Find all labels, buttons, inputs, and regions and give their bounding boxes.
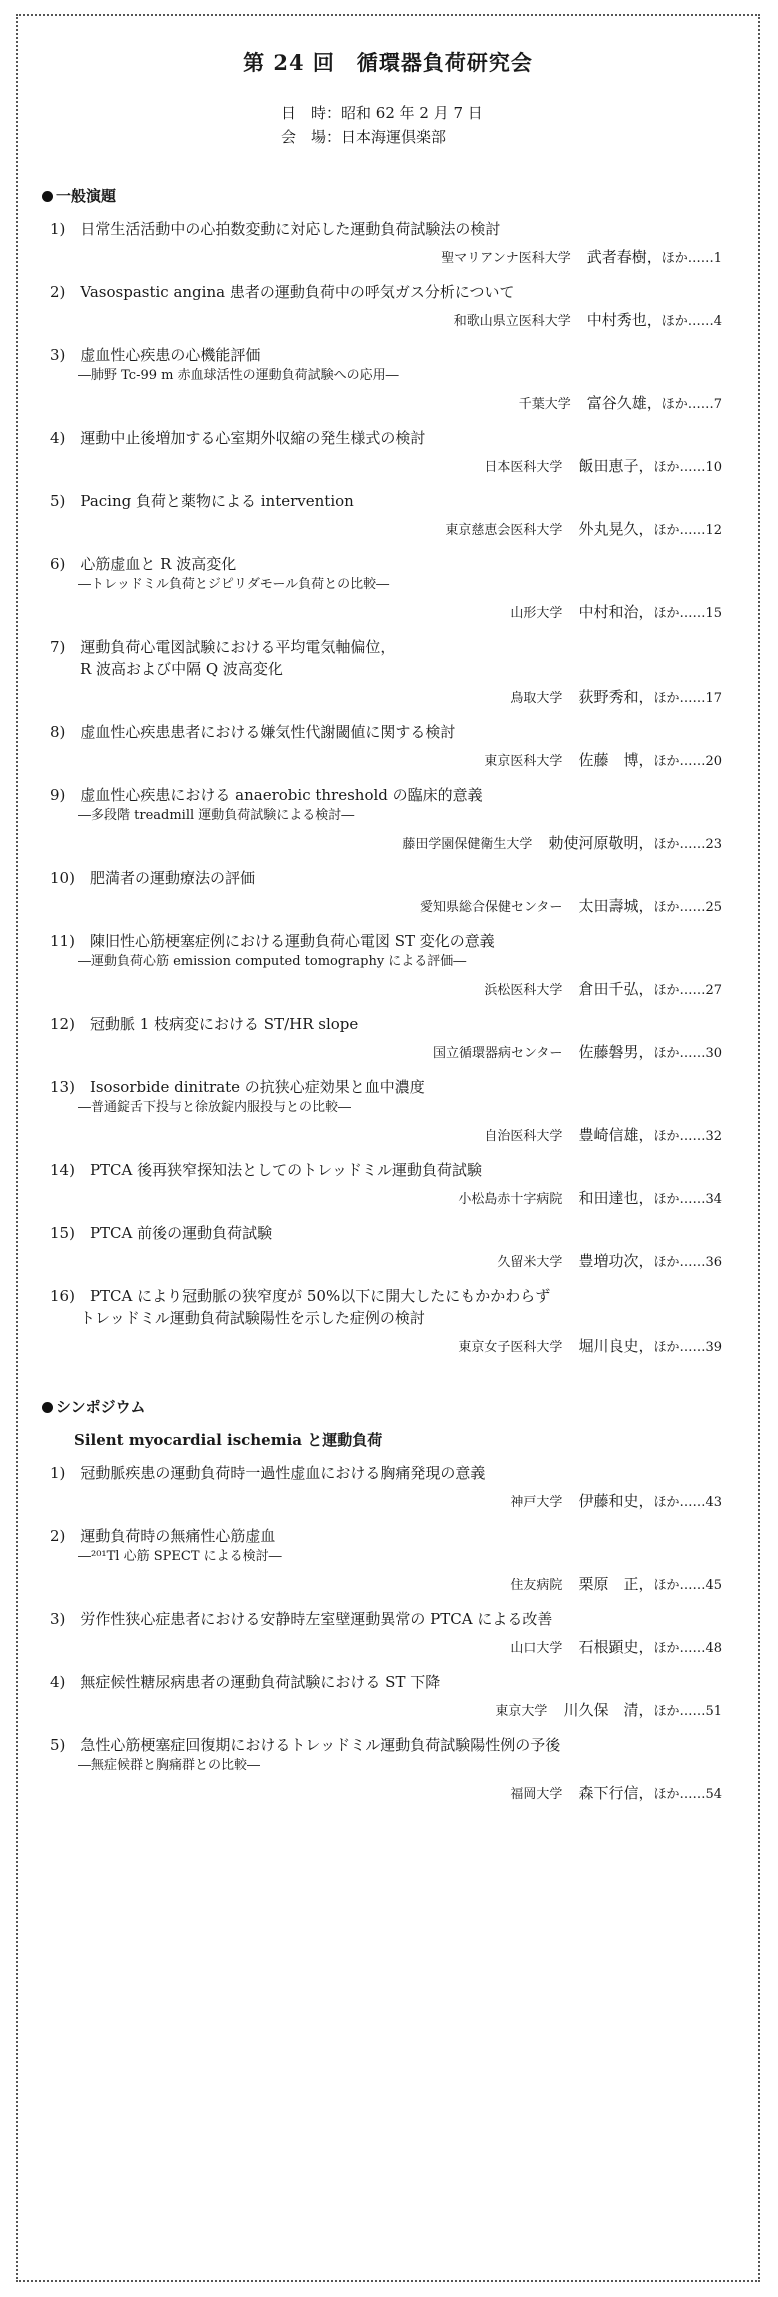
affiliation-line [50,393,722,415]
page-number: ほか……25 [653,900,722,915]
presentation-item [50,1159,722,1210]
presentation-subtitle: ―肺野 Tc-99 m 赤血球活性の運動負荷試験への応用― [78,368,399,383]
presentation-item [50,784,722,855]
affiliation-line [50,687,722,709]
author: 荻野秀和， [578,688,654,706]
presentation-subtitle: ―多段階 treadmill 運動負荷試験による検討― [78,808,355,823]
affiliation-line [50,1491,722,1513]
presentation-title: 11) 陳旧性心筋梗塞症例における運動負荷心電図 ST 変化の意義 [50,932,495,950]
institution: 東京医科大学 [484,754,563,769]
affiliation-line [50,1700,722,1722]
presentation-item [50,867,722,918]
institution: 東京女子医科大学 [458,1340,563,1355]
page-number: ほか……30 [653,1046,722,1061]
author: 川久保 清， [563,1701,654,1719]
author: 中村秀也， [586,311,662,329]
author: 佐藤磐男， [578,1043,654,1061]
institution: 千葉大学 [518,397,571,412]
presentation-title: 7) 運動負荷心電図試験における平均電気軸偏位， [50,638,396,656]
meeting-date-label: 日 時： [281,104,342,122]
page-number: ほか……32 [653,1129,722,1144]
meeting-info [281,101,760,149]
institution: 自治医科大学 [484,1129,563,1144]
presentation-title: 1) 日常生活活動中の心拍数変動に対応した運動負荷試験法の検討 [50,220,501,238]
page-title: 第 24 回 循環器負荷研究会 [243,50,533,75]
author: 倉田千弘， [578,980,654,998]
section-heading-general [42,185,760,206]
page-number: ほか……43 [653,1495,722,1510]
presentation-subtitle: ―普通錠舌下投与と徐放錠内服投与との比較― [78,1100,352,1115]
presentation-item [50,930,722,1001]
institution: 浜松医科大学 [484,983,563,998]
presentation-title: 3) 虚血性心疾患の心機能評価 [50,346,261,364]
author: 武者春樹， [586,248,662,266]
presentation-subtitle: ―運動負荷心筋 emission computed tomography による評価― [78,954,467,969]
affiliation-line [50,247,722,269]
presentation-item [50,1525,722,1596]
presentation-item [50,1076,722,1147]
affiliation-line [50,1188,722,1210]
page-number: ほか……7 [661,397,722,412]
bullet-icon [42,1402,53,1413]
affiliation-line [50,979,722,1001]
symposium-presentations-list [50,1462,722,1805]
presentation-item [50,218,722,269]
affiliation-line [50,833,722,855]
author: 中村和治， [578,603,654,621]
page-number: ほか……45 [653,1578,722,1593]
author: 和田達也， [578,1189,654,1207]
institution: 久留米大学 [497,1255,563,1270]
author: 飯田恵子， [578,457,654,475]
bullet-icon [42,191,53,202]
page-number: ほか……20 [653,754,722,769]
affiliation-line [50,1574,722,1596]
institution: 住友病院 [510,1578,563,1593]
affiliation-line [50,1042,722,1064]
presentation-item [50,1671,722,1722]
presentation-item [50,1013,722,1064]
page-number: ほか……51 [653,1704,722,1719]
page-number: ほか……4 [661,314,722,329]
meeting-venue-value: 日本海運倶楽部 [341,128,447,146]
presentation-title: 13) Isosorbide dinitrate の抗狭心症効果と血中濃度 [50,1078,425,1096]
author: 堀川良史， [578,1337,654,1355]
presentation-item [50,721,722,772]
institution: 和歌山県立医科大学 [453,314,571,329]
presentation-title: 15) PTCA 前後の運動負荷試験 [50,1224,273,1242]
author: 富谷久雄， [586,394,662,412]
presentation-title: 4) 運動中止後増加する心室期外収縮の発生様式の検討 [50,429,426,447]
meeting-venue-label: 会 場： [281,128,342,146]
page-number: ほか……34 [653,1192,722,1207]
presentation-item [50,281,722,332]
presentation-subtitle: ―²⁰¹Tl 心筋 SPECT による検討― [78,1549,282,1564]
institution: 東京大学 [495,1704,548,1719]
affiliation-line [50,602,722,624]
affiliation-line [50,519,722,541]
presentation-item [50,1222,722,1273]
author: 豊増功次， [578,1252,654,1270]
page-number: ほか……27 [653,983,722,998]
presentation-title: 9) 虚血性心疾患における anaerobic threshold の臨床的意義 [50,786,483,804]
presentation-title: 16) PTCA により冠動脈の狭窄度が 50%以下に開大したにもかかわらず [50,1287,551,1305]
institution: 鳥取大学 [510,691,563,706]
presentation-title: 5) 急性心筋梗塞症回復期におけるトレッドミル運動負荷試験陽性例の予後 [50,1736,561,1754]
author: 外丸晃久， [578,520,654,538]
presentation-title: 5) Pacing 負荷と薬物による intervention [50,492,354,510]
presentation-item [50,1608,722,1659]
author: 森下行信， [578,1784,654,1802]
presentation-item [50,1734,722,1805]
page-number: ほか……12 [653,523,722,538]
section-heading-label: シンポジウム [56,1398,146,1416]
page-number: ほか……48 [653,1641,722,1656]
page-number: ほか……17 [653,691,722,706]
page-number: ほか……15 [653,606,722,621]
institution: 愛知県総合保健センター [419,900,563,915]
institution: 藤田学園保健衛生大学 [402,837,533,852]
affiliation-line [50,750,722,772]
page-number: ほか……36 [653,1255,722,1270]
symposium-theme: Silent myocardial ischemia と運動負荷 [74,1431,383,1449]
presentation-title-continued: トレッドミル運動負荷試験陽性を示した症例の検討 [80,1309,425,1327]
presentation-title: 8) 虚血性心疾患患者における嫌気性代謝閾値に関する検討 [50,723,456,741]
author: 佐藤 博， [578,751,654,769]
institution: 小松島赤十字病院 [458,1192,563,1207]
author: 栗原 正， [578,1575,654,1593]
author: 石根顕史， [578,1638,654,1656]
institution: 国立循環器病センター [432,1046,563,1061]
author: 伊藤和史， [578,1492,654,1510]
presentation-title: 14) PTCA 後再狭窄探知法としてのトレッドミル運動負荷試験 [50,1161,482,1179]
presentation-title: 2) Vasospastic angina 患者の運動負荷中の呼気ガス分析について [50,283,515,301]
institution: 山口大学 [510,1641,563,1656]
presentation-title: 1) 冠動脈疾患の運動負荷時一過性虚血における胸痛発現の意義 [50,1464,486,1482]
institution: 山形大学 [510,606,563,621]
presentation-item [50,553,722,624]
meeting-date [281,101,760,125]
page-number: ほか……39 [653,1340,722,1355]
document [16,14,760,1805]
institution: 日本医科大学 [484,460,563,475]
affiliation-line [50,1336,722,1358]
institution: 東京慈恵会医科大学 [445,523,563,538]
presentation-item [50,1285,722,1358]
presentation-subtitle: ―トレッドミル負荷とジピリダモール負荷との比較― [78,577,390,592]
presentation-title: 4) 無症候性糖尿病患者の運動負荷試験における ST 下降 [50,1673,441,1691]
affiliation-line [50,1783,722,1805]
affiliation-line [50,456,722,478]
section-heading-label: 一般演題 [56,187,117,205]
presentation-item [50,344,722,415]
meeting-date-value: 昭和 62 年 2 月 7 日 [341,104,483,122]
author: 豊崎信雄， [578,1126,654,1144]
institution: 神戸大学 [510,1495,563,1510]
institution: 聖マリアンナ医科大学 [441,251,571,266]
institution: 福岡大学 [510,1787,563,1802]
page-number: ほか……1 [661,251,722,266]
affiliation-line [50,1637,722,1659]
affiliation-line [50,1125,722,1147]
presentation-item [50,1462,722,1513]
page-number: ほか……54 [653,1787,722,1802]
presentation-title: 12) 冠動脈 1 枝病変における ST/HR slope [50,1015,359,1033]
affiliation-line [50,1251,722,1273]
affiliation-line [50,896,722,918]
page-number: ほか……23 [653,837,722,852]
presentation-title: 6) 心筋虚血と R 波高変化 [50,555,237,573]
meeting-venue [281,125,760,149]
presentation-title-continued: R 波高および中隔 Q 波高変化 [80,660,283,678]
presentation-item [50,490,722,541]
page-number: ほか……10 [653,460,722,475]
author: 勅使河原敬明， [548,834,654,852]
presentation-subtitle: ―無症候群と胸痛群との比較― [78,1758,261,1773]
presentation-title: 2) 運動負荷時の無痛性心筋虚血 [50,1527,276,1545]
presentation-title: 3) 労作性狭心症患者における安静時左室壁運動異常の PTCA による改善 [50,1610,553,1628]
presentation-title: 10) 肥満者の運動療法の評価 [50,869,255,887]
presentation-item [50,636,722,709]
section-heading-symposium [42,1396,760,1417]
presentation-item [50,427,722,478]
general-presentations-list [50,218,722,1358]
author: 太田壽城， [578,897,654,915]
affiliation-line [50,310,722,332]
